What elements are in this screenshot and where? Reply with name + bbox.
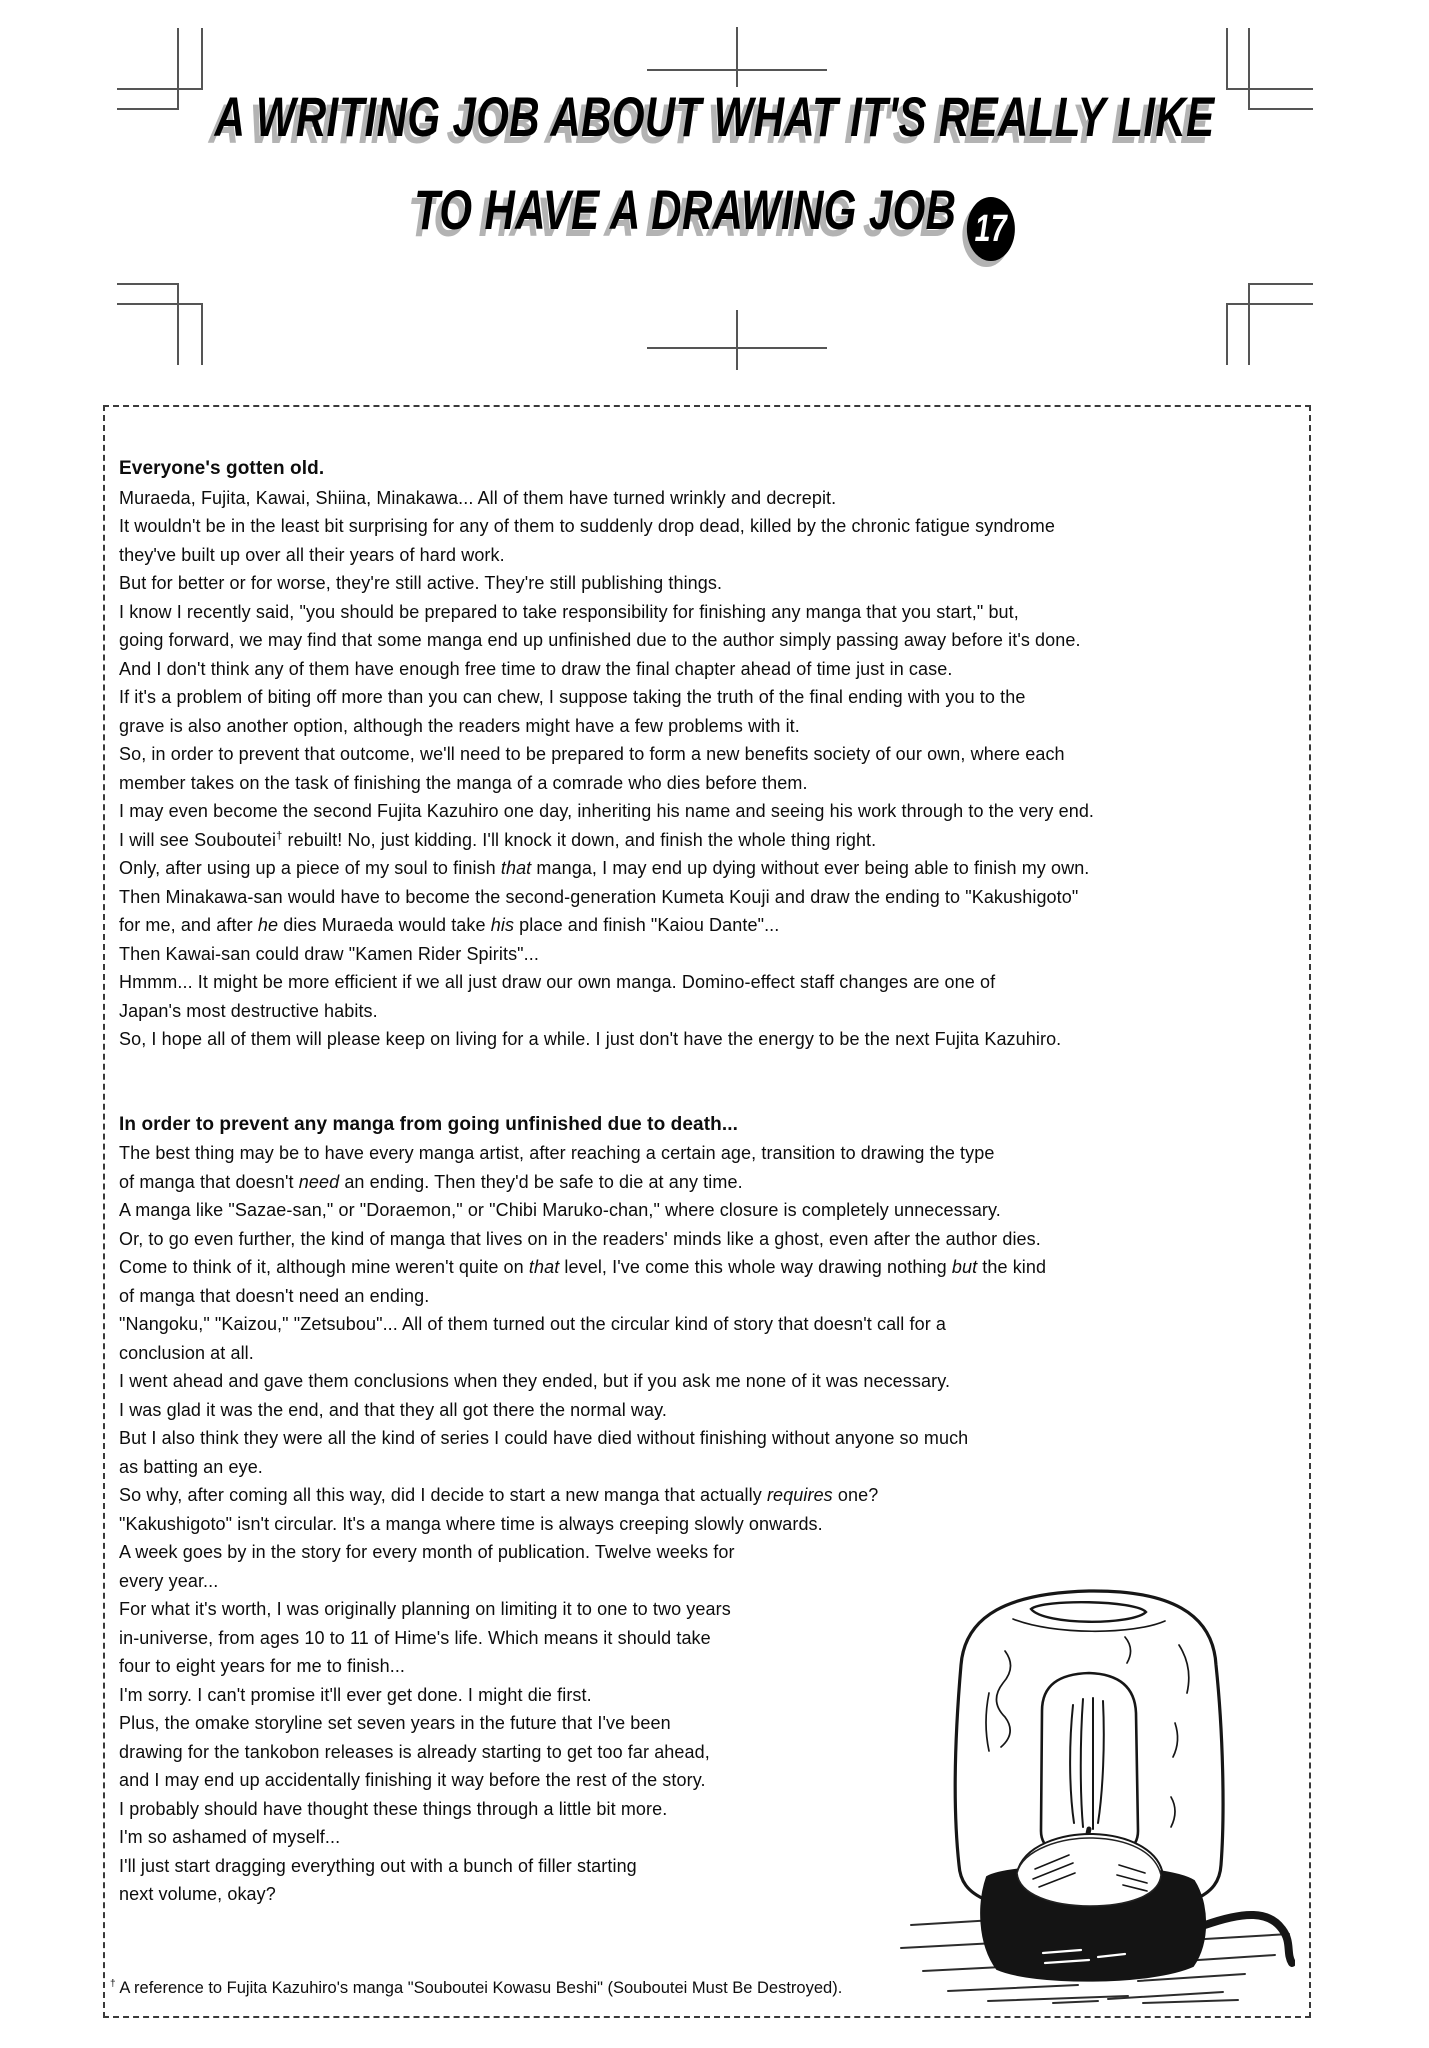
text-line: I probably should have thought these things through a little bit more.	[119, 1798, 668, 1819]
text-line: member takes on the task of finishing the manga of a comrade who dies before them.	[119, 772, 808, 793]
crop-mark-mid-left	[201, 303, 203, 365]
section-heading: In order to prevent any manga from going unfinished due to death...	[119, 1113, 738, 1135]
text-line: I may even become the second Fujita Kazuhiro one day, inheriting his name and seeing his work through to the very end.	[119, 801, 1095, 821]
text-line: But for better or for worse, they're still active. They're still publishing things.	[119, 573, 723, 593]
text-line: going forward, we may find that some manga end up unfinished due to the author simply passing away before it's done.	[119, 630, 1081, 650]
text-line: But I also think they were all the kind of series I could have died without finishing without anyone so much	[119, 1428, 969, 1448]
text-line: Japan's most destructive habits.	[119, 1000, 378, 1021]
text-line: A manga like "Sazae-san," or "Doraemon," or "Chibi Maruko-chan," where closure is completely unnecessary.	[119, 1200, 1001, 1220]
afterword-dashed-box	[103, 405, 1311, 2018]
text-line: I was glad it was the end, and that they all got there the normal way.	[119, 1399, 667, 1420]
crop-mark-mid-right	[1226, 303, 1228, 365]
crop-mark-mid-left	[117, 303, 203, 305]
page-title-text2-label: TO HAVE A DRAWING JOB	[414, 178, 957, 241]
text-line: Then Minakawa-san would have to become the second-generation Kumeta Kouji and draw the ending to "Kakushigoto"	[119, 886, 1079, 907]
page-title-line2	[0, 171, 1429, 264]
crop-mark-mid-right	[1227, 303, 1313, 305]
section-heading: Everyone's gotten old.	[119, 458, 325, 479]
crop-mark-mid-left	[117, 283, 179, 285]
text-line: as batting an eye.	[119, 1456, 263, 1477]
text-line: Or, to go even further, the kind of manga that lives on in the readers' minds like a ghost, even after the author dies.	[119, 1228, 1041, 1249]
footnote: † A reference to Fujita Kazuhiro's manga "Souboutei Kowasu Beshi" (Souboutei Must Be Destroyed).	[110, 1978, 843, 1997]
text-line: and I may end up accidentally finishing it way before the rest of the story.	[119, 1770, 706, 1790]
text-line: drawing for the tankobon releases is already starting to get too far ahead,	[119, 1741, 710, 1762]
crop-mark-mid-right	[1249, 283, 1313, 285]
text-line: "Nangoku," "Kaizou," "Zetsubou"... All of them turned out the circular kind of story that doesn't call for a	[119, 1314, 946, 1334]
crop-mark-mid-right	[1248, 283, 1250, 365]
text-line: So, in order to prevent that outcome, we'll need to be prepared to form a new benefits society of our own, where each	[119, 744, 1065, 764]
text-line: Plus, the omake storyline set seven years in the future that I've been	[119, 1713, 671, 1733]
text-line: in-universe, from ages 10 to 11 of Hime's life. Which means it should take	[119, 1627, 711, 1648]
page-title-text2	[414, 171, 1015, 261]
text-line: I'll just start dragging everything out with a bunch of filler starting	[119, 1855, 637, 1876]
text-line: of manga that doesn't need an ending.	[119, 1285, 430, 1306]
text-line: for me, and after he dies Muraeda would take his place and finish "Kaiou Dante"...	[119, 915, 780, 935]
text-line: Hmmm... It might be more efficient if we all just draw our own manga. Domino-effect staff changes are one of	[119, 972, 996, 992]
text-line: I'm so ashamed of myself...	[119, 1827, 341, 1847]
text-line: Muraeda, Fujita, Kawai, Shiina, Minakawa... All of them have turned wrinkly and decrepit.	[119, 487, 837, 508]
chapter-number-badge: 17	[967, 197, 1015, 261]
text-line: A week goes by in the story for every month of publication. Twelve weeks for	[119, 1542, 735, 1562]
text-line: next volume, okay?	[119, 1884, 276, 1904]
text-line: Come to think of it, although mine weren't quite on that level, I've come this whole way drawing nothing but the kind	[119, 1257, 1047, 1277]
text-line: It wouldn't be in the least bit surprising for any of them to suddenly drop dead, killed by the chronic fatigue syndrome	[119, 516, 1055, 536]
text-line: grave is also another option, although the readers might have a few problems with it.	[119, 715, 800, 736]
text-line: Then Kawai-san could draw "Kamen Rider Spirits"...	[119, 943, 539, 964]
text-line: So, I hope all of them will please keep on living for a while. I just don't have the energy to be the next Fujita Kazuhiro.	[119, 1029, 1062, 1049]
text-line: every year...	[119, 1570, 219, 1591]
text-line: of manga that doesn't need an ending. Then they'd be safe to die at any time.	[119, 1171, 743, 1192]
page-title-text1: A WRITING JOB ABOUT WHAT IT'S REALLY LIKE	[214, 85, 1215, 148]
text-line: I went ahead and gave them conclusions when they ended, but if you ask me none of it was necessary.	[119, 1371, 951, 1391]
text-line: I will see Souboutei† rebuilt! No, just kidding. I'll knock it down, and finish the whole thing right.	[119, 829, 877, 850]
crop-mark-mid-center	[736, 310, 738, 370]
text-line: The best thing may be to have every manga artist, after reaching a certain age, transition to drawing the type	[119, 1143, 995, 1163]
text-line: four to eight years for me to finish...	[119, 1656, 406, 1676]
text-line: And I don't think any of them have enough free time to draw the final chapter ahead of time just in case.	[119, 658, 953, 679]
text-line: So why, after coming all this way, did I decide to start a new manga that actually requires one?	[119, 1485, 879, 1505]
page-title-line1	[0, 78, 1429, 171]
text-line: If it's a problem of biting off more than you can chew, I suppose taking the truth of the final ending with you to the	[119, 687, 1026, 707]
text-line: conclusion at all.	[119, 1342, 254, 1363]
text-line: I know I recently said, "you should be prepared to take responsibility for finishing any manga that you start," but,	[119, 601, 1019, 622]
crop-mark-mid-left	[177, 283, 179, 365]
page-title	[0, 78, 1429, 264]
text-line: they've built up over all their years of hard work.	[119, 544, 505, 565]
lamp-illustration	[893, 1573, 1295, 2005]
text-line: For what it's worth, I was originally planning on limiting it to one to two years	[119, 1599, 731, 1619]
text-line: Only, after using up a piece of my soul to finish that manga, I may end up dying without ever being able to finish my own.	[119, 858, 1090, 878]
text-line: I'm sorry. I can't promise it'll ever get done. I might die first.	[119, 1684, 592, 1705]
text-line: "Kakushigoto" isn't circular. It's a manga where time is always creeping slowly onwards.	[119, 1513, 823, 1534]
